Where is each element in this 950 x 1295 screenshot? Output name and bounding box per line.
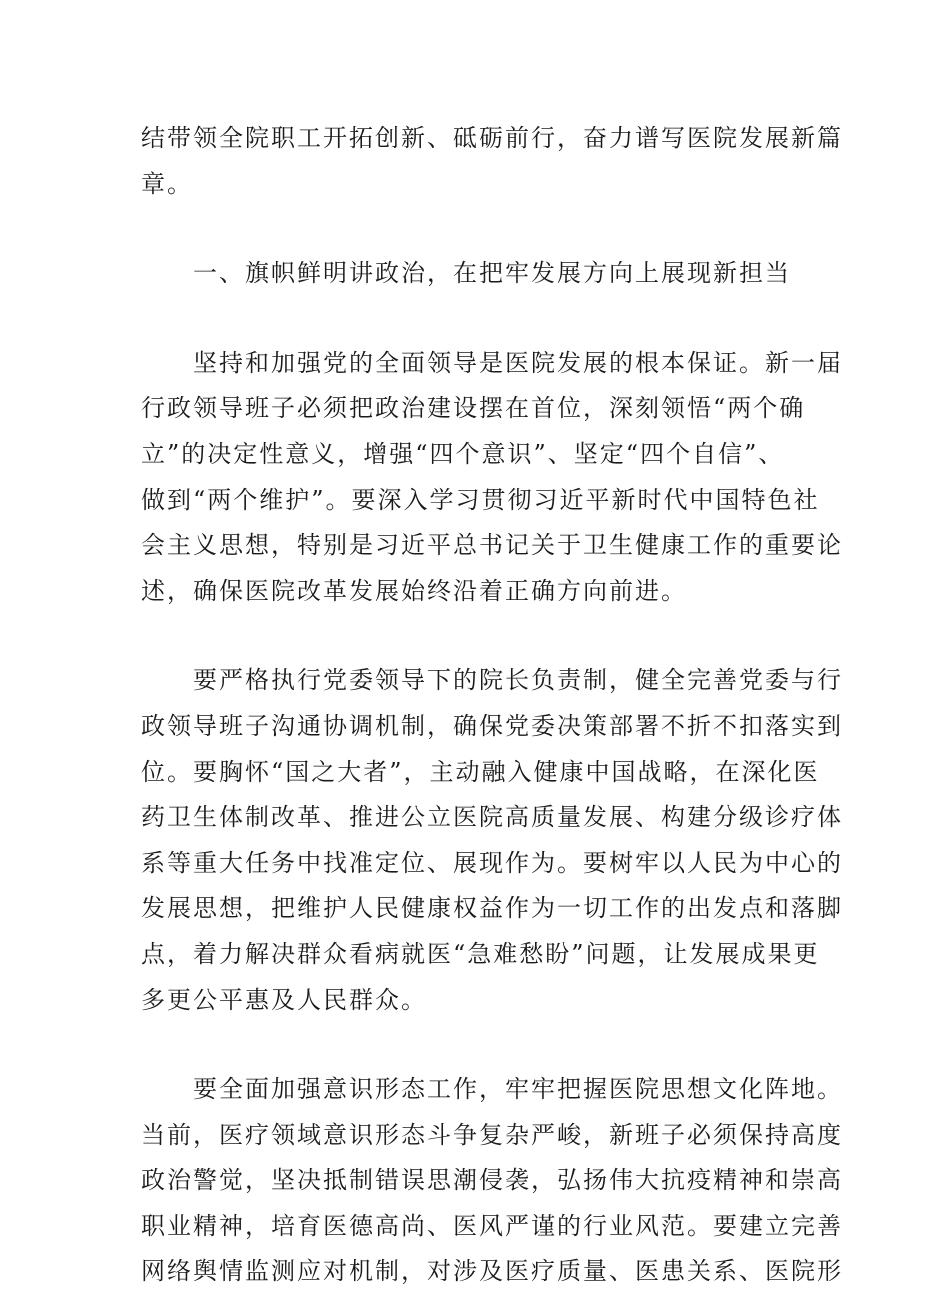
text-line: 药卫生体制改革、推进公立医院高质量发展、构建分级诊疗体: [141, 803, 843, 832]
text-line: 做到“两个维护”。要深入学习贯彻习近平新时代中国特色社: [141, 485, 820, 514]
text-line: 发展思想，把维护人民健康权益作为一切工作的出发点和落脚: [141, 894, 843, 923]
text-line: 职业精神，培育医德高尚、医风严谨的行业风范。要建立完善: [141, 1211, 843, 1240]
paragraph-spacer: [141, 207, 813, 251]
text-line: 结带领全院职工开拓创新、砥砺前行，奋力谱写医院发展新篇: [141, 124, 843, 152]
paragraph-spacer: [141, 297, 813, 341]
section-heading-text: 一、旗帜鲜明讲政治，在把牢发展方向上展现新担当: [193, 259, 791, 288]
paragraph-intro-tail: [141, 116, 843, 207]
text-line: 行政领导班子必须把政治建设摆在首位，深刻领悟“两个确: [141, 394, 806, 423]
text-line: 点，着力解决群众看病就医“急难愁盼”问题，让发展成果更: [141, 939, 820, 968]
paragraph-spacer: [141, 1023, 813, 1067]
paragraph-1: [141, 341, 843, 615]
text-line: 网络舆情监测应对机制，对涉及医疗质量、医患关系、医院形: [141, 1257, 843, 1286]
paragraph-spacer: [141, 614, 813, 658]
text-line: 章。: [141, 169, 193, 198]
text-line: 多更公平惠及人民群众。: [141, 985, 427, 1014]
text-line: 立”的决定性意义，增强“四个意识”、坚定“四个自信”、: [141, 439, 785, 468]
document-body: [141, 116, 843, 1295]
paragraph-3: [141, 1067, 843, 1295]
section-heading: [141, 251, 813, 297]
text-line: 位。要胸怀“国之大者”，主动融入健康中国战略，在深化医: [141, 757, 820, 786]
text-line: 述，确保医院改革发展始终沿着正确方向前进。: [141, 576, 687, 605]
text-line: 系等重大任务中找准定位、展现作为。要树牢以人民为中心的: [141, 848, 843, 877]
text-line: 政领导班子沟通协调机制，确保党委决策部署不折不扣落实到: [141, 711, 843, 740]
text-line: 要全面加强意识形态工作，牢牢把握医院思想文化阵地。: [193, 1075, 843, 1104]
paragraph-2: [141, 658, 843, 1023]
text-line: 当前，医疗领域意识形态斗争复杂严峻，新班子必须保持高度: [141, 1120, 843, 1149]
text-line: 要严格执行党委领导下的院长负责制，健全完善党委与行: [193, 666, 843, 695]
text-line: 坚持和加强党的全面领导是医院发展的根本保证。新一届: [193, 348, 843, 377]
text-line: 会主义思想，特别是习近平总书记关于卫生健康工作的重要论: [141, 531, 843, 560]
text-line: 政治警觉，坚决抵制错误思潮侵袭，弘扬伟大抗疫精神和崇高: [141, 1166, 843, 1195]
